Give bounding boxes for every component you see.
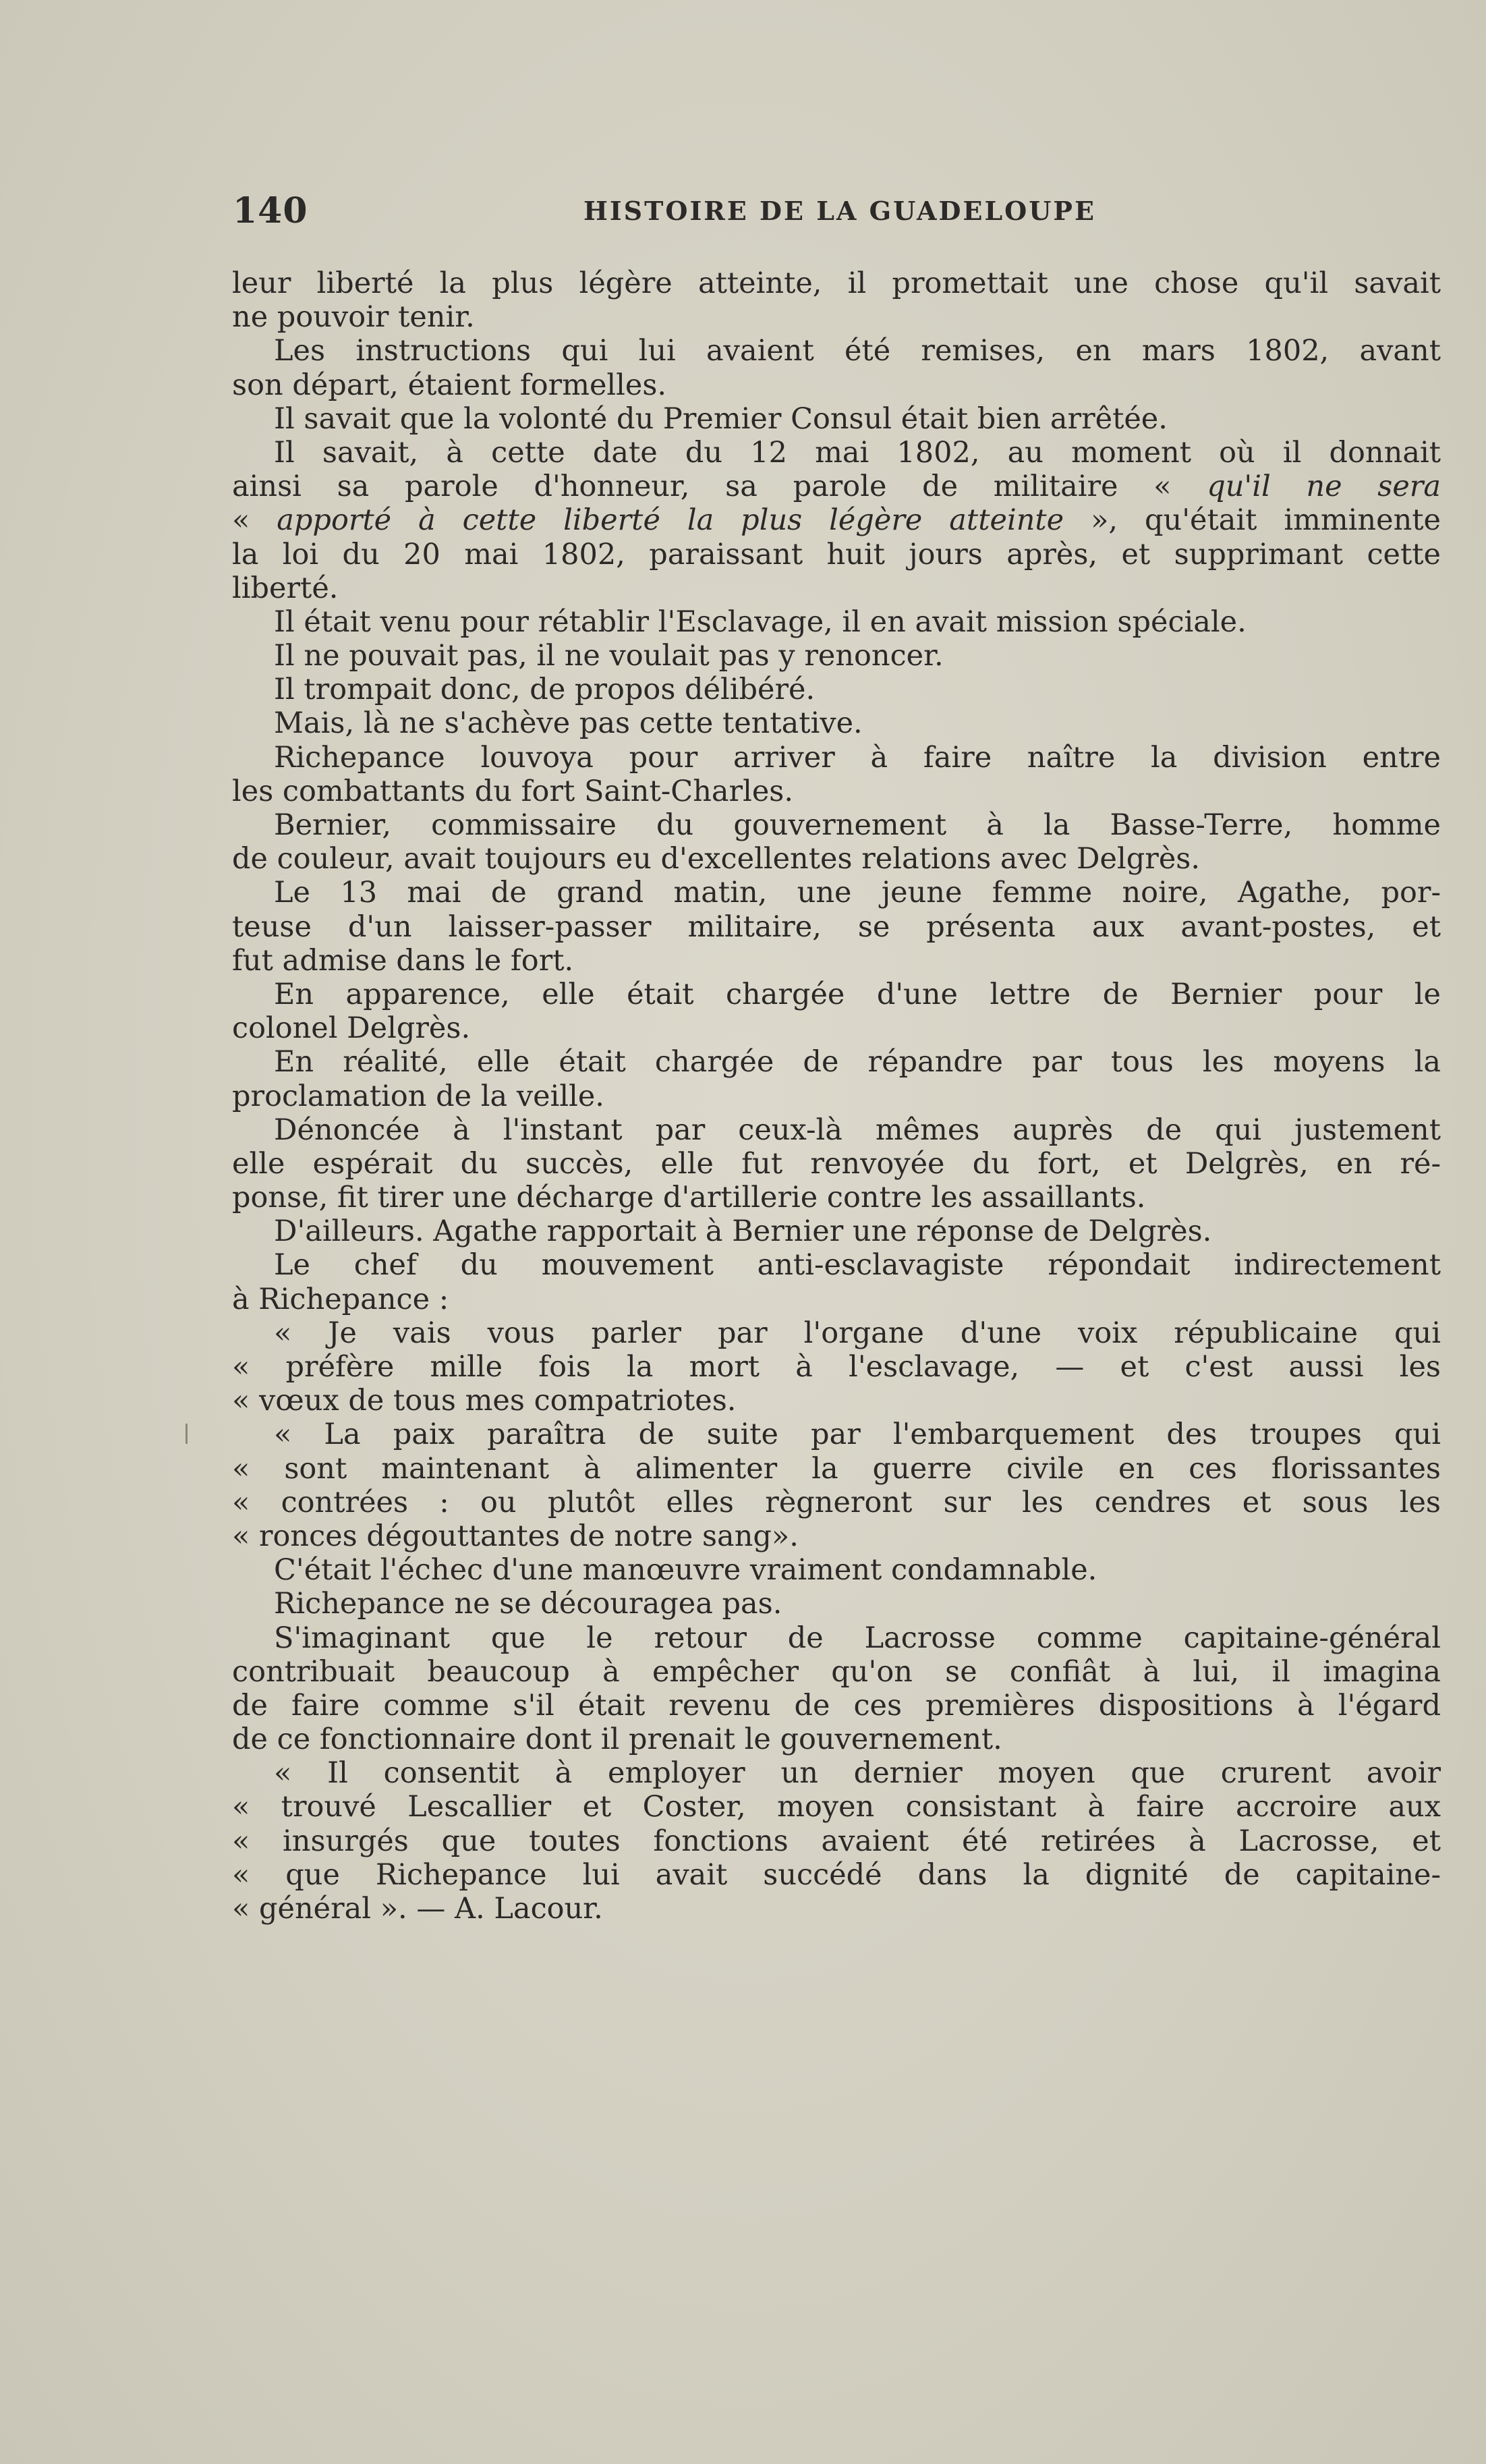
text-line: Le chef du mouvement anti-esclavagiste répondait indirectement <box>274 1248 1441 1283</box>
text-line: de couleur, avait toujours eu d'excellentes relations avec Delgrès. <box>232 842 1200 876</box>
text-line: D'ailleurs. Agathe rapportait à Bernier une réponse de Delgrès. <box>274 1214 1212 1249</box>
text-line: « ronces dégouttantes de notre sang». <box>232 1519 799 1553</box>
text-line: de ce fonctionnaire dont il prenait le gouvernement. <box>232 1723 1002 1757</box>
text-line: proclamation de la veille. <box>232 1079 604 1113</box>
text-line: son départ, étaient formelles. <box>232 368 667 402</box>
text-line: « que Richepance lui avait succédé dans la dignité de capitaine- <box>232 1857 1441 1892</box>
margin-mark <box>185 1424 188 1444</box>
text-line: ne pouvoir tenir. <box>232 300 475 335</box>
text-line: « vœux de tous mes compatriotes. <box>232 1384 737 1418</box>
text-line: Les instructions qui lui avaient été remises, en mars 1802, avant <box>274 334 1441 368</box>
text-line: contribuait beaucoup à empêcher qu'on se confiât à lui, il imagina <box>232 1654 1441 1689</box>
running-head: HISTOIRE DE LA GUADELOUPE <box>583 196 1096 226</box>
text-line: Le 13 mai de grand matin, une jeune femme noire, Agathe, por- <box>274 876 1441 910</box>
text-line: liberté. <box>232 571 339 605</box>
text-line: ponse, fit tirer une décharge d'artillerie contre les assaillants. <box>232 1181 1146 1215</box>
text-line: Richepance ne se découragea pas. <box>274 1587 782 1621</box>
text-line: de faire comme s'il était revenu de ces premières dispositions à l'égard <box>232 1688 1441 1723</box>
text-line: Bernier, commissaire du gouvernement à la Basse-Terre, homme <box>274 808 1441 842</box>
text-line: « sont maintenant à alimenter la guerre civile en ces florissantes <box>232 1451 1441 1486</box>
text-line: « général ». — A. Lacour. <box>232 1892 603 1926</box>
text-line: leur liberté la plus légère atteinte, il promettait une chose qu'il savait <box>232 267 1441 300</box>
text-line: la loi du 20 mai 1802, paraissant huit jours après, et supprimant cette <box>232 537 1441 571</box>
text-line: colonel Delgrès. <box>232 1011 471 1046</box>
text-line: S'imaginant que le retour de Lacrosse comme capitaine-général <box>274 1621 1441 1655</box>
text-line: « insurgés que toutes fonctions avaient été retirées à Lacrosse, et <box>232 1824 1441 1858</box>
text-line: Richepance louvoya pour arriver à faire naître la division entre <box>274 740 1441 775</box>
text-line: Mais, là ne s'achève pas cette tentative. <box>274 706 863 741</box>
text-line: En réalité, elle était chargée de répandre par tous les moyens la <box>274 1045 1441 1080</box>
text-line: « apporté à cette liberté la plus légère atteinte », qu'était imminente <box>232 503 1441 538</box>
text-line: « préfère mille fois la mort à l'esclavage, — et c'est aussi les <box>232 1350 1441 1384</box>
text-line: « trouvé Lescallier et Coster, moyen consistant à faire accroire aux <box>232 1790 1441 1824</box>
text-line: « La paix paraîtra de suite par l'embarquement des troupes qui <box>274 1418 1441 1452</box>
text-line: Dénoncée à l'instant par ceux-là mêmes auprès de qui justement <box>274 1113 1441 1147</box>
text-line: « Il consentit à employer un dernier moyen que crurent avoir <box>274 1756 1441 1791</box>
text-line: fut admise dans le fort. <box>232 943 574 978</box>
text-line: C'était l'échec d'une manœuvre vraiment condamnable. <box>274 1553 1097 1588</box>
body-text <box>232 267 1441 1926</box>
text-line: Il savait, à cette date du 12 mai 1802, au moment où il donnait <box>274 435 1441 470</box>
text-line: teuse d'un laisser-passer militaire, se présenta aux avant-postes, et <box>232 909 1441 944</box>
text-line: Il trompait donc, de propos délibéré. <box>274 673 816 707</box>
text-line: « contrées : ou plutôt elles règneront sur les cendres et sous les <box>232 1485 1441 1519</box>
page-header <box>233 190 1440 237</box>
text-line: ainsi sa parole d'honneur, sa parole de militaire « qu'il ne sera <box>232 470 1441 504</box>
text-line: En apparence, elle était chargée d'une lettre de Bernier pour le <box>274 977 1441 1011</box>
text-line: Il savait que la volonté du Premier Consul était bien arrêtée. <box>274 401 1168 436</box>
text-line: « Je vais vous parler par l'organe d'une voix républicaine qui <box>274 1316 1441 1350</box>
text-line: elle espérait du succès, elle fut renvoyée du fort, et Delgrès, en ré- <box>232 1146 1441 1181</box>
text-line: à Richepance : <box>232 1282 449 1316</box>
text-line: les combattants du fort Saint-Charles. <box>232 774 794 808</box>
page-number: 140 <box>233 190 308 231</box>
text-line: Il ne pouvait pas, il ne voulait pas y renoncer. <box>274 639 944 673</box>
text-line: Il était venu pour rétablir l'Esclavage, il en avait mission spéciale. <box>274 605 1247 639</box>
